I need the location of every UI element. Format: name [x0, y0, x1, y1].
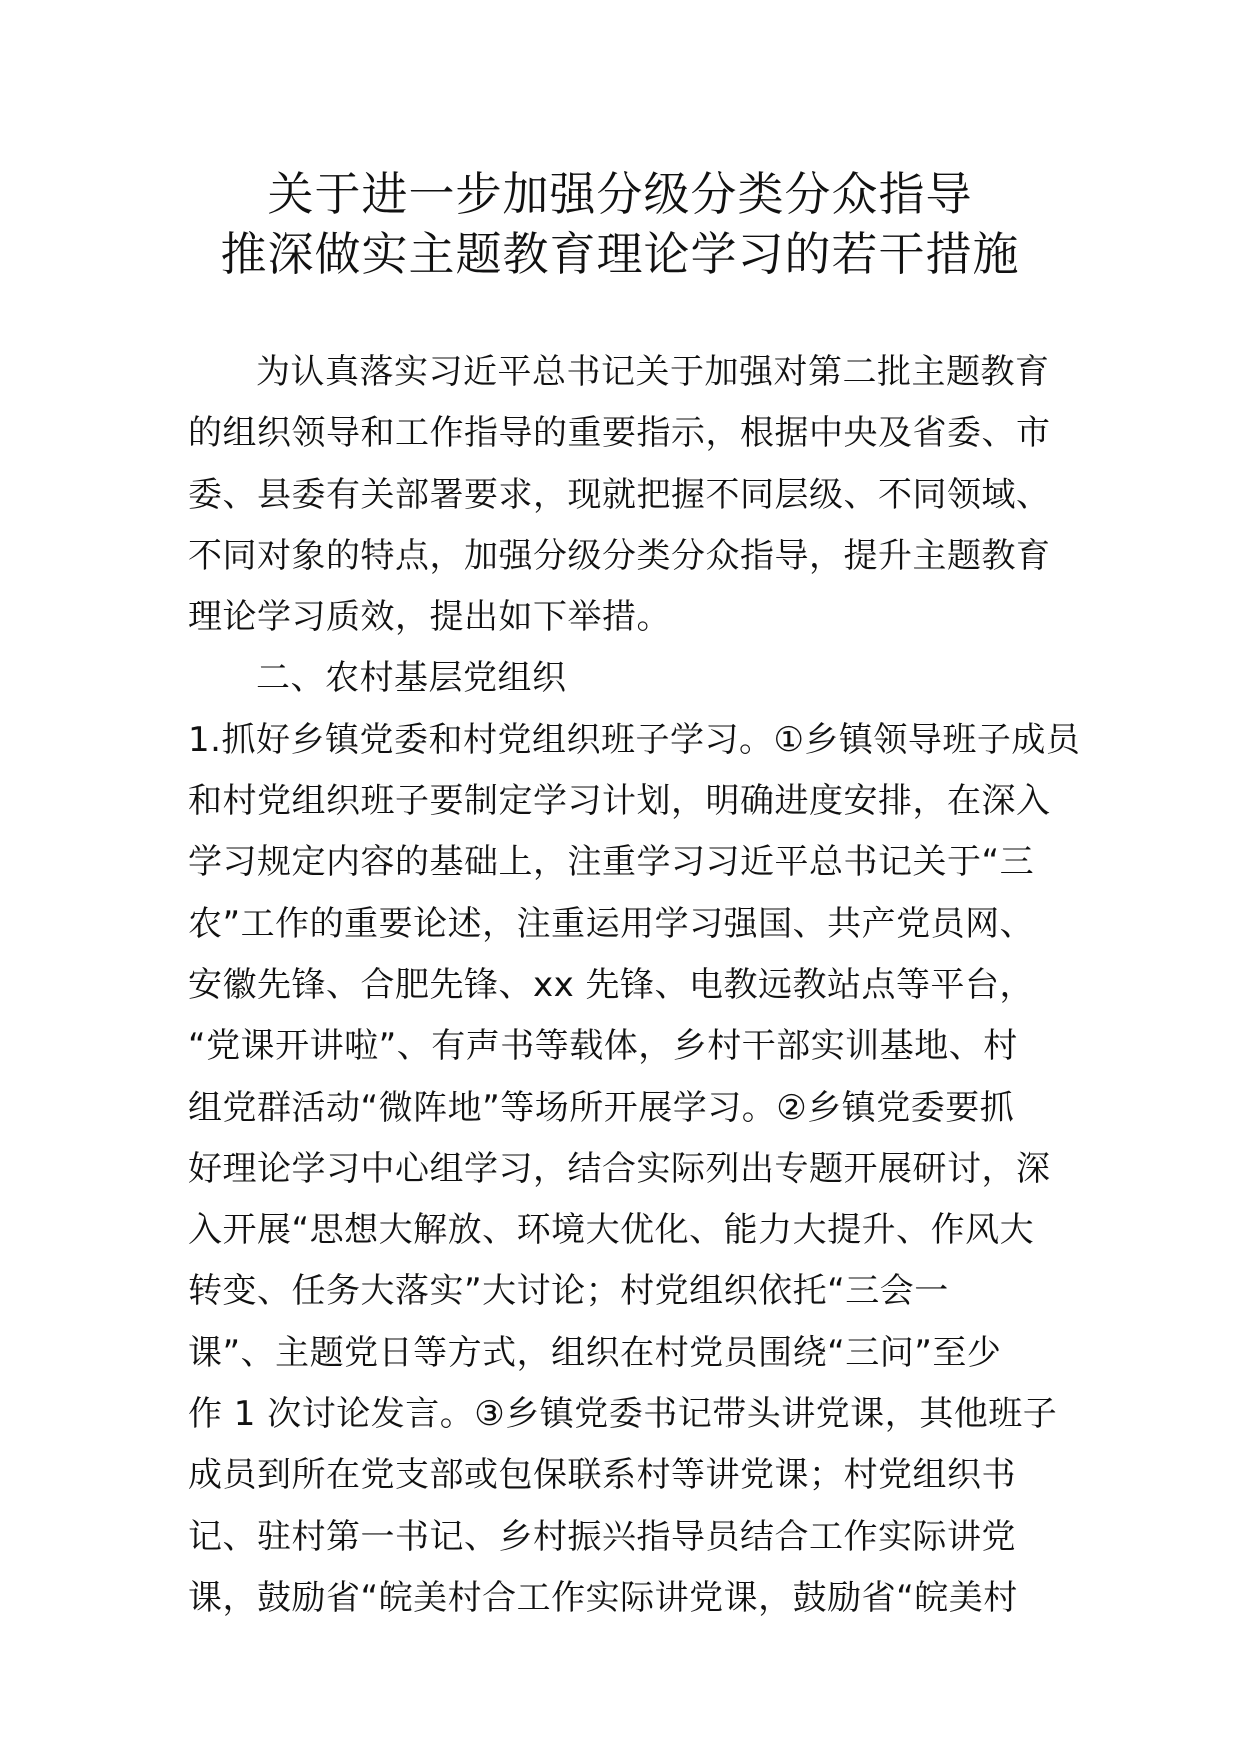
body-line: 的组织领导和工作指导的重要指示，根据中央及省委、市 [188, 413, 1051, 454]
body-line: 为认真落实习近平总书记关于加强对第二批主题教育 [256, 352, 1050, 392]
body-line: 入开展“思想大解放、环境大优化、能力大提升、作风大 [188, 1210, 1035, 1251]
body-line: 课”、主题党日等方式，组织在村党员围绕“三问”至少 [188, 1332, 1002, 1373]
body-line: 理论学习质效，提出如下举措。 [188, 597, 671, 638]
body-line: 转变、任务大落实”大讨论；村党组织依托“三会一 [188, 1271, 949, 1312]
body-line: 成员到所在党支部或包保联系村等讲党课；村党组织书 [188, 1455, 1016, 1496]
body-line: 组党群活动“微阵地”等场所开展学习。②乡镇党委要抓 [188, 1087, 1015, 1128]
body-line: 1.抓好乡镇党委和村党组织班子学习。①乡镇领导班子成员 [188, 719, 1081, 760]
body-line: 不同对象的特点，加强分级分类分众指导，提升主题教育 [188, 535, 1051, 576]
body-line: 记、驻村第一书记、乡村振兴指导员结合工作实际讲党 [188, 1516, 1016, 1557]
body-line: 安徽先锋、合肥先锋、xx 先锋、电教远教站点等平台， [188, 964, 1035, 1005]
body-line: 和村党组织班子要制定学习计划，明确进度安排，在深入 [188, 781, 1051, 822]
document-title [0, 164, 1240, 284]
body-line: 作 1 次讨论发言。③乡镇党委书记带头讲党课，其他班子 [188, 1394, 1058, 1435]
document-body [188, 342, 1081, 1629]
body-line: 委、县委有关部署要求，现就把握不同层级、不同领域、 [188, 474, 1051, 515]
body-line: 好理论学习中心组学习，结合实际列出专题开展研讨，深 [188, 1148, 1051, 1189]
title-line-1: 关于进一步加强分级分类分众指导 [267, 167, 973, 221]
section-heading: 二、农村基层党组织 [256, 658, 567, 699]
body-line: “党课开讲啦”、有声书等载体，乡村干部实训基地、村 [188, 1026, 1018, 1067]
body-line: 农”工作的重要论述，注重运用学习强国、共产党员网、 [188, 903, 1035, 944]
title-line-2: 推深做实主题教育理论学习的若干措施 [220, 227, 1020, 281]
body-line: 课，鼓励省“皖美村合工作实际讲党课，鼓励省“皖美村 [188, 1577, 1018, 1618]
body-line: 学习规定内容的基础上，注重学习习近平总书记关于“三 [188, 842, 1035, 883]
